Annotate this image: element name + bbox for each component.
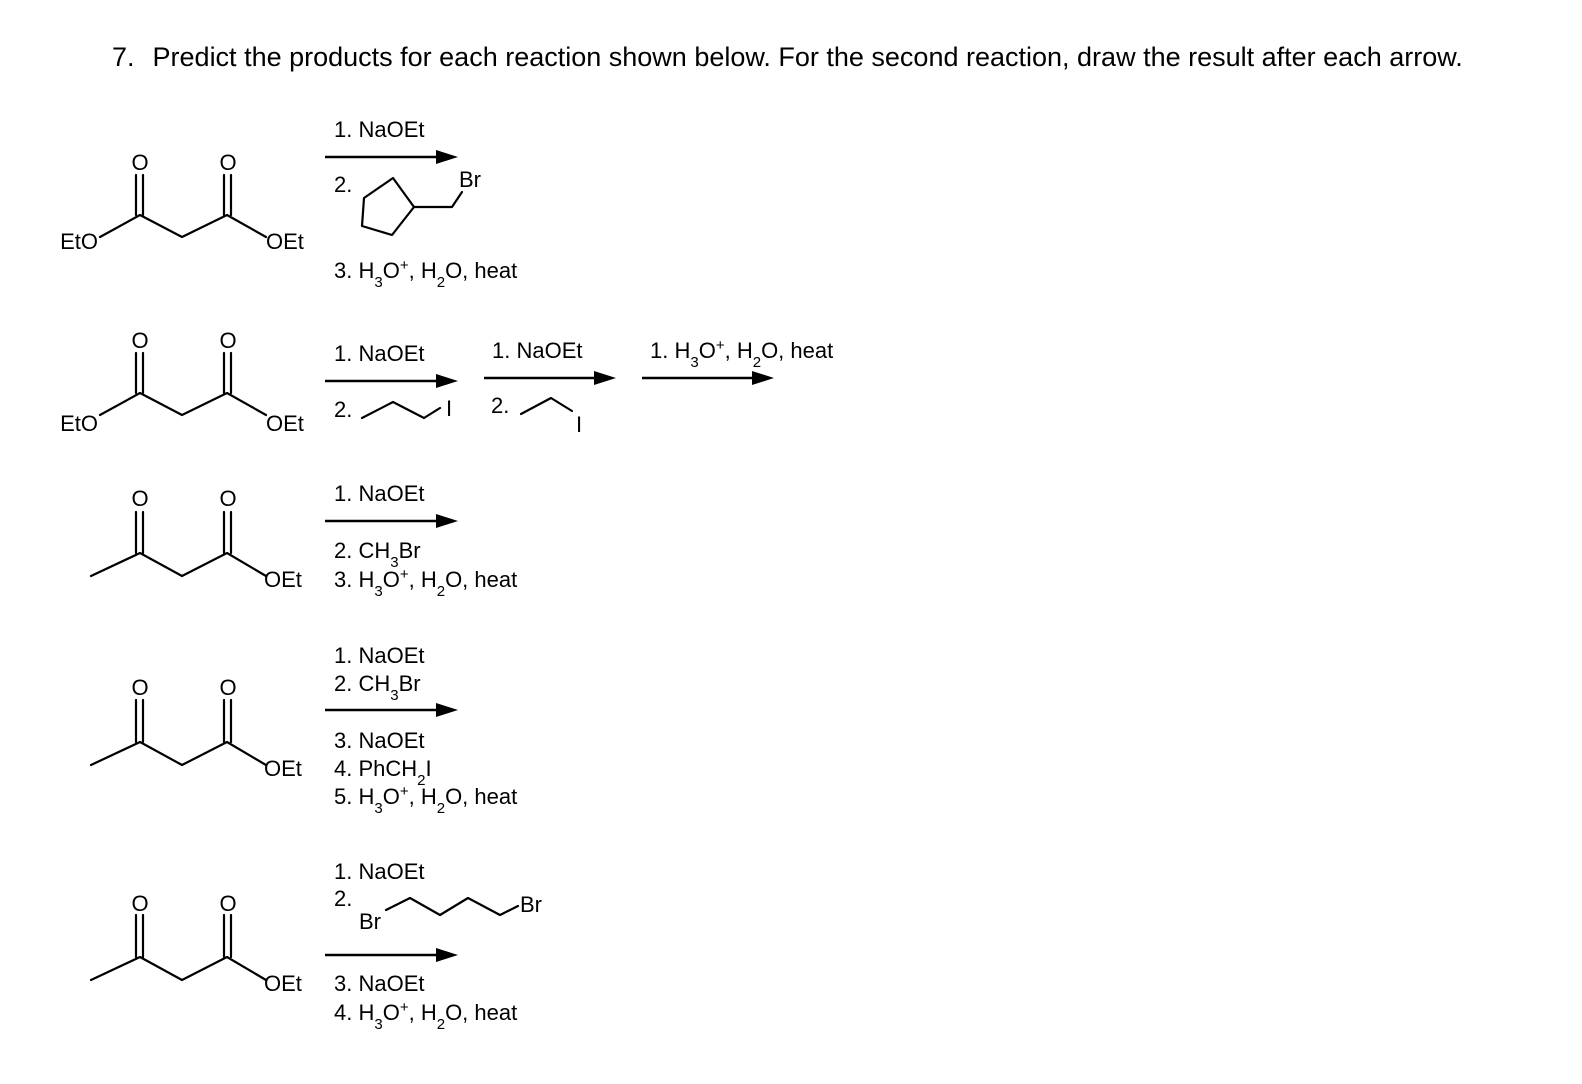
bromine-label: Br	[359, 909, 381, 934]
reaction-1	[60, 117, 517, 291]
reagent-step-2: 2. $CH_3Br$	[334, 538, 421, 571]
reagent-step-3: 3. $H_3O^+$, $H_2O$, heat	[334, 565, 518, 600]
oxygen-label: O	[219, 891, 237, 916]
bromomethyl-chain	[414, 192, 462, 207]
oxygen-label: O	[219, 675, 237, 700]
reagent-step-1: 1. NaOEt	[334, 481, 425, 506]
reagent-step-2-label: 2.	[491, 393, 510, 418]
arrowhead	[752, 371, 774, 385]
acetoacetate-backbone	[91, 957, 266, 980]
arrowhead	[436, 514, 458, 528]
ethyl-chain	[521, 398, 572, 414]
iodine-label: I	[576, 412, 583, 437]
oxygen-label: O	[131, 891, 149, 916]
acetoacetate-backbone	[91, 553, 266, 576]
reagent-step-1: 1. $H_3O^+$, $H_2O$, heat	[650, 336, 834, 371]
arrowhead	[436, 948, 458, 962]
reagent-1-5-dibromopentane	[359, 892, 542, 934]
question-number: 7.	[112, 42, 135, 72]
reagent-step-3: 3. NaOEt	[334, 728, 425, 753]
ethoxy-label: OEt	[264, 756, 302, 781]
arrowhead	[436, 374, 458, 388]
reagent-step-1: 1. NaOEt	[334, 643, 425, 668]
malonate-backbone	[100, 215, 266, 237]
reaction-2	[60, 328, 833, 437]
oxygen-label: O	[131, 675, 149, 700]
reagent-step-2: 2. $CH_3Br$	[334, 671, 421, 704]
reactant-ethyl-acetoacetate	[91, 891, 302, 996]
ethoxy-label: OEt	[266, 229, 304, 254]
reagent-step-3: 3. $H_3O^+$, $H_2O$, heat	[334, 256, 518, 291]
malonate-backbone	[100, 393, 266, 415]
cyclopentane-ring	[362, 178, 414, 235]
arrowhead	[436, 150, 458, 164]
reagent-step-2-label: 2.	[334, 397, 353, 422]
reactant-ethyl-acetoacetate	[91, 486, 302, 592]
reagent-step-4: 4. PhCH$_2$I	[334, 756, 432, 789]
reactant-ethyl-acetoacetate	[91, 675, 302, 781]
reagent-step-1: 1. NaOEt	[334, 341, 425, 366]
reagent-step-2-label: 2.	[334, 172, 353, 197]
reactant-diethyl-malonate	[60, 150, 304, 254]
reagent-step-1: 1. NaOEt	[492, 338, 583, 363]
iodine-label: I	[446, 396, 453, 421]
reagent-step-4: 4. $H_3O^+$, $H_2O$, heat	[334, 998, 518, 1033]
reagent-step-1: 1. NaOEt	[334, 859, 425, 884]
arrowhead	[594, 371, 616, 385]
question-prompt: Predict the products for each reaction shown below. For the second reaction, draw the result after each arrow.	[152, 42, 1463, 72]
ethoxy-label: OEt	[264, 971, 302, 996]
acetoacetate-backbone	[91, 742, 266, 765]
bromine-label: Br	[459, 167, 481, 192]
arrowhead	[436, 703, 458, 717]
ethoxy-label: EtO	[60, 229, 98, 254]
reagent-1-iodopropane	[362, 396, 452, 421]
reaction-3	[91, 481, 517, 600]
reagent-bromomethylcyclopentane	[362, 167, 481, 235]
bromine-label: Br	[520, 892, 542, 917]
reaction-5	[91, 859, 542, 1033]
oxygen-label: O	[219, 150, 237, 175]
ethoxy-label: EtO	[60, 411, 98, 436]
reaction-4	[91, 643, 517, 817]
oxygen-label: O	[131, 486, 149, 511]
reagent-step-1: 1. NaOEt	[334, 117, 425, 142]
oxygen-label: O	[131, 150, 149, 175]
ethoxy-label: OEt	[264, 567, 302, 592]
oxygen-label: O	[131, 328, 149, 353]
reagent-iodoethane	[521, 398, 582, 437]
reagent-step-5: 5. $H_3O^+$, $H_2O$, heat	[334, 782, 518, 817]
ethoxy-label: OEt	[266, 411, 304, 436]
reagent-step-3: 3. NaOEt	[334, 971, 425, 996]
oxygen-label: O	[219, 486, 237, 511]
oxygen-label: O	[219, 328, 237, 353]
reagent-step-2-label: 2.	[334, 886, 353, 911]
reactant-diethyl-malonate	[60, 328, 304, 436]
pentyl-chain	[386, 898, 518, 915]
propyl-chain	[362, 402, 440, 418]
